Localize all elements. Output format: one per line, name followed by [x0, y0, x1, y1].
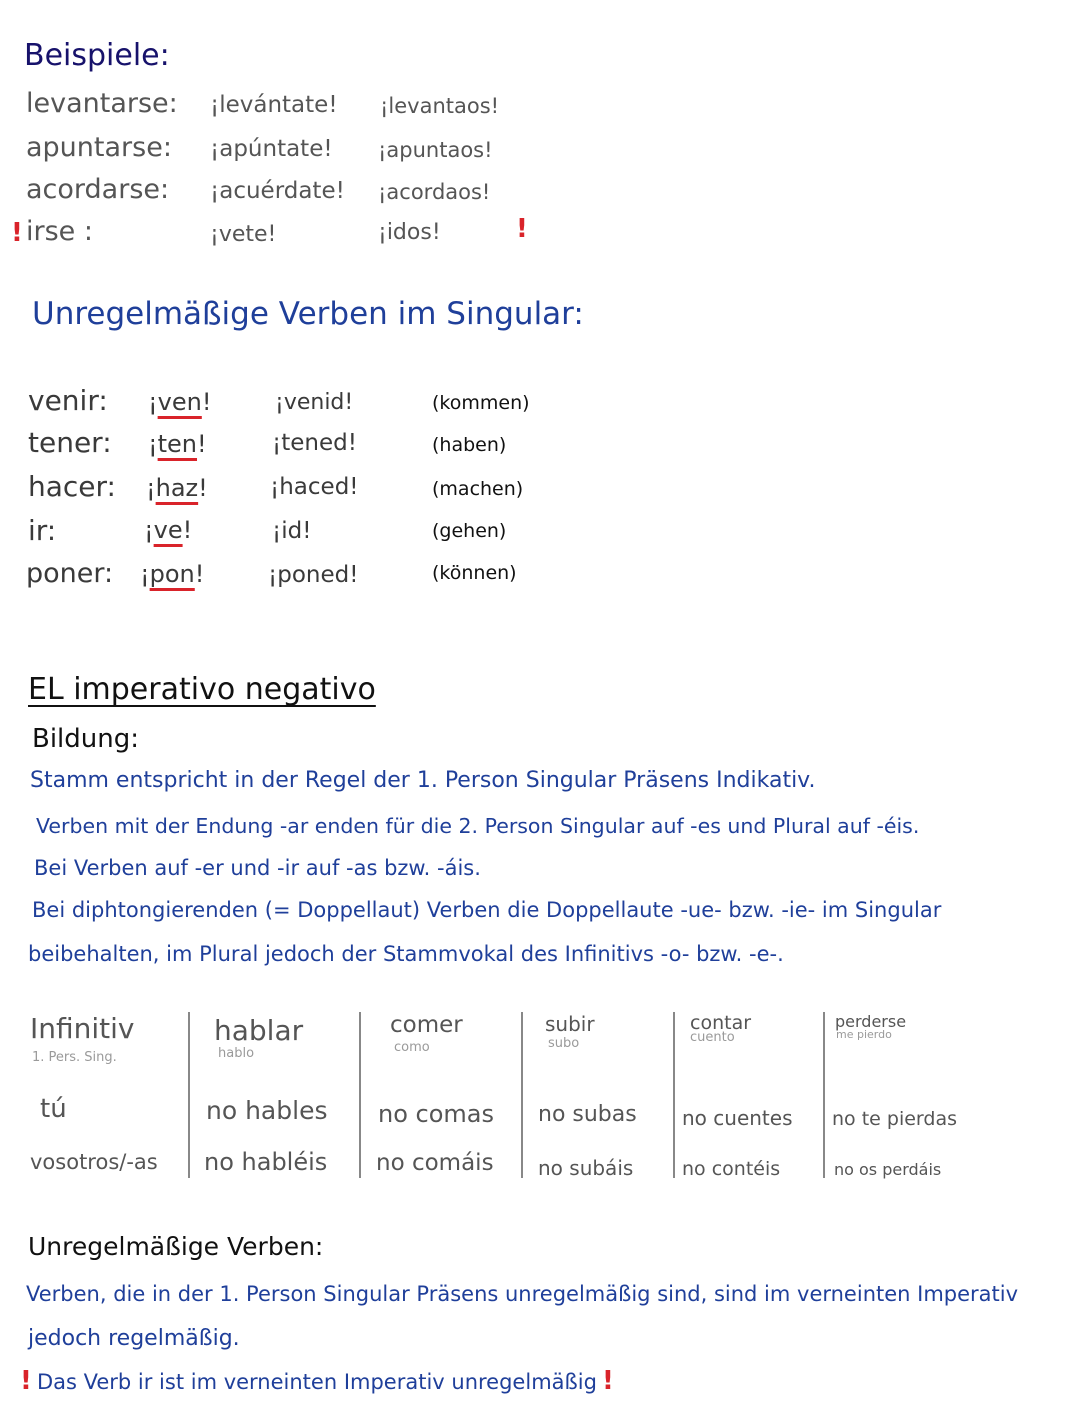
irregular-note-line: jedoch regelmäßig. — [28, 1326, 240, 1351]
column-infinitive: subir — [545, 1012, 595, 1036]
column-first-person: me pierdo — [836, 1028, 892, 1041]
irregular-tu: ¡ten! — [148, 430, 207, 458]
example-tu: ¡acuérdate! — [210, 178, 345, 204]
warning-mark-right: ! — [516, 214, 528, 244]
warning-mark-left: ! — [20, 1366, 32, 1396]
cell-tu: no subas — [538, 1102, 637, 1127]
irregular-meaning: (haben) — [432, 434, 507, 456]
example-tu: ¡vete! — [210, 222, 277, 247]
irregular-verb: hacer: — [28, 470, 116, 503]
row-label-tu: tú — [40, 1094, 67, 1124]
example-vosotros: ¡levantaos! — [380, 94, 500, 118]
example-tu: ¡apúntate! — [210, 136, 333, 162]
example-verb: levantarse: — [26, 88, 178, 119]
irregular-note-heading: Unregelmäßige Verben: — [28, 1232, 324, 1261]
formation-line: Bei Verben auf -er und -ir auf -as bzw. -áis. — [34, 856, 481, 880]
irregular-tu-underlined: pon — [149, 560, 195, 588]
example-verb: apuntarse: — [26, 132, 172, 163]
irregular-note-line: Verben, die in der 1. Person Singular Präsens unregelmäßig sind, sind im verneinten Imperativ — [26, 1282, 1019, 1306]
irregular-verb: ir: — [28, 514, 57, 547]
table-header-sublabel: 1. Pers. Sing. — [32, 1050, 117, 1065]
warning-mark-left: ! — [11, 218, 23, 248]
cell-tu: no comas — [378, 1100, 494, 1128]
irregular-tu: ¡ve! — [144, 516, 193, 544]
cell-vosotros: no subáis — [538, 1156, 634, 1180]
irregular-vosotros: ¡id! — [272, 518, 312, 544]
column-infinitive: perderse — [835, 1012, 907, 1031]
irregular-tu-underlined: ten — [157, 430, 198, 458]
cell-tu: no hables — [206, 1096, 328, 1125]
column-first-person: subo — [548, 1036, 580, 1051]
example-verb: irse : — [26, 216, 93, 247]
formation-line: beibehalten, im Plural jedoch der Stammvokal des Infinitivs -o- bzw. -e-. — [28, 942, 784, 966]
column-divider — [823, 1012, 825, 1178]
column-infinitive: contar — [690, 1012, 752, 1034]
irregular-warning — [20, 1366, 614, 1396]
irregular-tu: ¡ven! — [148, 388, 212, 416]
column-divider — [521, 1012, 523, 1178]
irregular-meaning: (gehen) — [432, 520, 507, 542]
row-label-vosotros: vosotros/-as — [30, 1150, 158, 1174]
column-first-person: hablo — [218, 1046, 255, 1061]
irregular-meaning: (können) — [432, 562, 517, 584]
formation-label: Bildung: — [32, 724, 140, 754]
example-vosotros: ¡acordaos! — [378, 180, 491, 204]
irregular-tu: ¡pon! — [140, 560, 205, 588]
warning-mark-right: ! — [602, 1366, 614, 1396]
irregular-verb: venir: — [28, 384, 108, 417]
irregular-vosotros: ¡haced! — [270, 474, 359, 500]
column-divider — [673, 1012, 675, 1178]
irregular-tu-underlined: ven — [157, 388, 202, 416]
irregular-meaning: (machen) — [432, 478, 524, 500]
cell-tu: no te pierdas — [832, 1108, 957, 1130]
irregular-tu-underlined: ve — [153, 516, 183, 544]
example-tu: ¡levántate! — [210, 92, 338, 118]
table-header-label: Infinitiv — [30, 1012, 135, 1045]
irregular-vosotros: ¡tened! — [272, 430, 357, 456]
irregular-verb: poner: — [26, 558, 114, 589]
cell-vosotros: no os perdáis — [834, 1160, 942, 1179]
formation-line: Bei diphtongierenden (= Doppellaut) Verben die Doppellaute -ue- bzw. -ie- im Singular — [32, 898, 942, 922]
example-verb: acordarse: — [26, 174, 170, 205]
irregular-tu: ¡haz! — [146, 474, 208, 502]
cell-vosotros: no comáis — [376, 1150, 494, 1176]
irregular-singular-heading: Unregelmäßige Verben im Singular: — [32, 296, 584, 332]
column-infinitive: comer — [390, 1012, 463, 1038]
cell-vosotros: no contéis — [682, 1158, 781, 1180]
negative-title: EL imperativo negativo — [28, 672, 376, 707]
irregular-warning-text: Das Verb ir ist im verneinten Imperativ unregelmäßig — [36, 1370, 597, 1394]
column-first-person: como — [394, 1040, 430, 1055]
formation-line: Stamm entspricht in der Regel der 1. Person Singular Präsens Indikativ. — [30, 768, 816, 793]
irregular-vosotros: ¡poned! — [268, 562, 359, 588]
column-divider — [188, 1012, 190, 1178]
column-infinitive: hablar — [214, 1014, 304, 1047]
column-divider — [359, 1012, 361, 1178]
examples-heading: Beispiele: — [24, 38, 170, 73]
example-vosotros: ¡apuntaos! — [378, 138, 493, 162]
irregular-tu-underlined: haz — [155, 474, 199, 502]
irregular-vosotros: ¡venid! — [275, 390, 354, 415]
cell-vosotros: no habléis — [204, 1148, 328, 1176]
example-vosotros: ¡idos! — [378, 220, 441, 245]
cell-tu: no cuentes — [682, 1106, 793, 1130]
irregular-verb: tener: — [28, 426, 112, 459]
irregular-meaning: (kommen) — [432, 392, 530, 414]
column-first-person: cuento — [690, 1030, 735, 1045]
formation-line: Verben mit der Endung -ar enden für die 2. Person Singular auf -es und Plural auf -éis. — [36, 814, 920, 838]
